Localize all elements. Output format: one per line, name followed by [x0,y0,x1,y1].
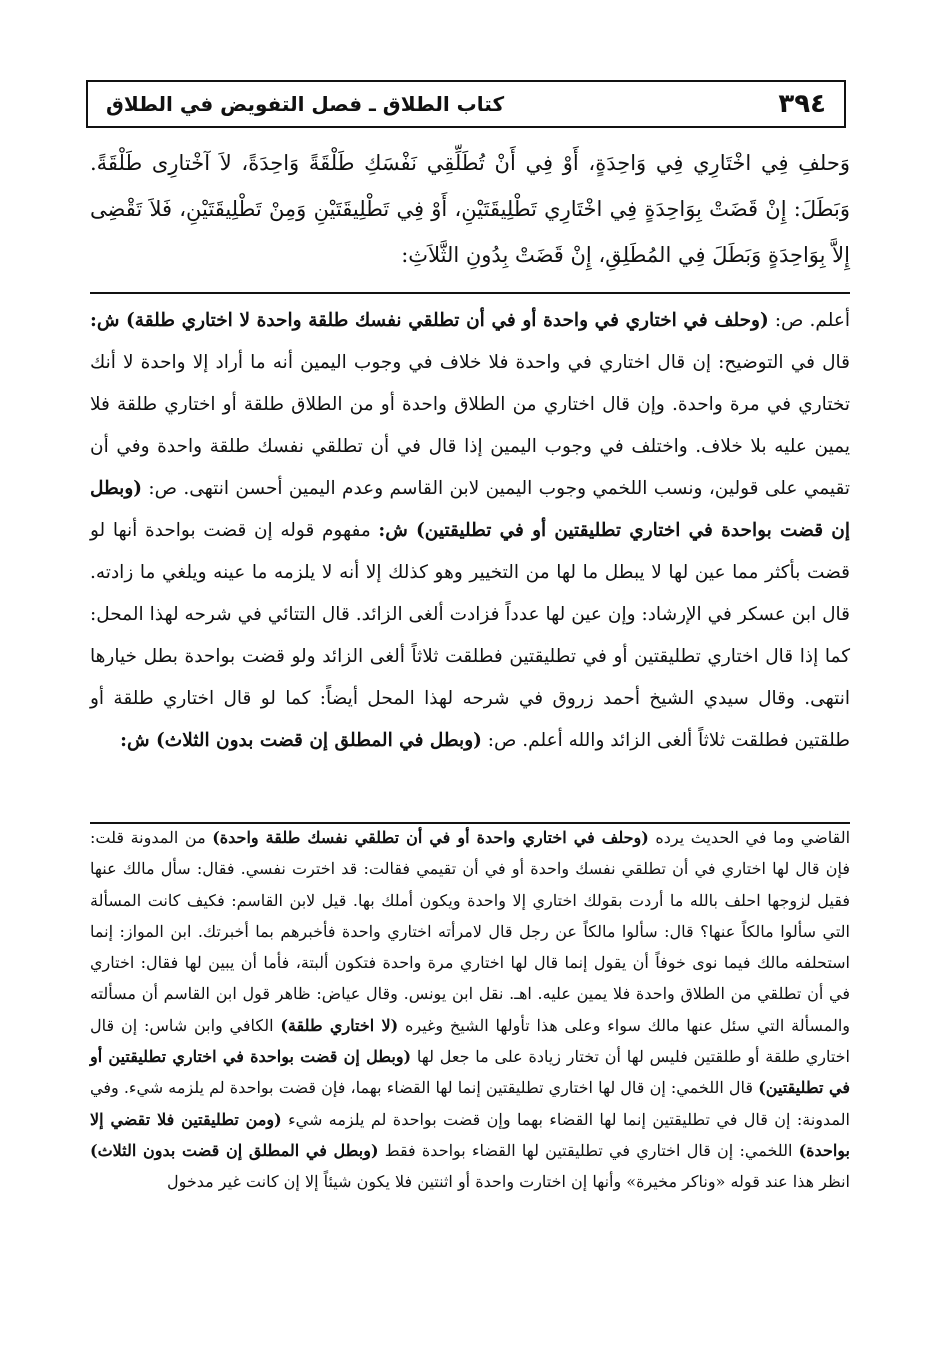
sharh-segment: مفهوم قوله إن قضت بواحدة أنها لو قضت بأكثر مما عين لها لا يبطل ما لها من التخيير وهو كذلك إلا أنه لا يلزمه ما عينه ويلغي ما زادته. قال ابن عسكر في الإرشاد: وإن عين لها عدداً فزادت ألغى الزائد. قال التتائي في شرحه لهذا المحل: كما إذا قال اختاري تطليقتين أو في تطليقتين فطلقت ثلاثاً ألغى الزائد ولو قضت بواحدة بطل خيارها انتهى. وقال سيدي الشيخ أحمد زروق في شرحه لهذا المحل أيضاً: كما لو قال اختاري طلقة أو طلقتين فطلقت ثلاثاً ألغى الزائد والله أعلم. ص: [90,520,850,751]
hashiya-segment: الكافي وابن شاس: إن قال اختاري طلقة أو طلقتين فليس لها أن تختار زيادة على ما جعل لها [90,1015,851,1067]
sharh-segment: قال في التوضيح: إن قال اختاري في واحدة فلا خلاف في وجوب اليمين أنه ما أراد إلا واحدة لا أنك تختاري في مرة واحدة. وإن قال اختاري من الطلاق واحدة أو من الطلاق طلقة أو اختاري طلقة فلا يمين عليه بلا خلاف. واختلف في وجوب اليمين إذا قال في أن تطلقي نفسك طلقة واحدة وفي أن تقيمي على قولين، ونسب اللخمي وجوب اليمين لابن القاسم وعدم اليمين أحسن انتهى. ص: [90,352,850,499]
sharh-commentary [90,300,850,762]
sharh-paragraph [90,300,850,762]
hashiya-segment: القاضي وما في الحديث يرده [648,828,851,847]
sharh-matn-quote: (وبطل في المطلق إن قضت بدون الثلاث) ش: [120,730,482,751]
matn-text [90,140,850,278]
matn-divider [90,292,850,294]
sharh-matn-quote: (وحلف في اختاري في واحدة أو في أن تطلقي نفسك طلقة واحدة لا اختاري طلقة) ش: [90,310,769,331]
hashiya-segment: من المدونة قلت: فإن قال لها اختاري في أن تطلقي نفسك واحدة أو في أن تقيمي فقالت: قد اخترت نفسي. فقال: سأل مالك عنها فقيل لزوجها احلف بالله ما أردت بقولك اختاري إلا واحدة ويكون أملك بها. قيل لابن القاسم: فكيف كانت المسألة التي سألوا مالكاً عنها؟ قال: سألوا مالكاً عن رجل قال لامرأته اختاري واحدة فأخبرهم بما أخبرتك. ابن المواز: إنما استحلفه مالك فيما نوى خوفاً أن يقول إنما قال لها اختاري مرة واحدة فتكون ألبتة، فأما أن يبين لها فقال: اختاري في أن تطلقي من الطلاق واحدة فلا يمين عليه. اهـ. نقل ابن يونس. وقال عياض: ظاهر قول ابن القاسم أن مسألته والمسألة التي سئل عنها مالك سواء وعلى هذا تأولها الشيخ وغيره [90,828,851,1035]
hashiya-footnotes [90,822,850,1198]
hashiya-segment: اللخمي: إن قال اختاري في تطليقتين لها القضاء بواحدة فقط [378,1140,799,1160]
page-number: ٣٩٤ [778,89,826,119]
running-header [86,80,846,128]
chapter-title: كتاب الطلاق ـ فصل التفويض في الطلاق [106,92,505,116]
sharh-segment: أعلم. ص: [768,310,851,331]
hashiya-matn-quote: (لا اختاري طلقة) [280,1015,399,1035]
sharh-matn-quote: (وبطل إن قضت بواحدة في اختاري تطليقتين أو في تطليقتين) ش: [90,478,850,541]
matn-paragraph: وَحلفِ فِي اخْتَارِي فِي وَاحِدَةٍ، أَوْ فِي أَنْ تُطَلِّقِي نَفْسَكِ طَلْقَةً وَاحِدَةً، لاَ آخْتارِى طَلْقَةً. وَبَطَلَ: إِنْ قَضَتْ بِوَاحِدَةٍ فِي اخْتَارِي تَطْلِيقَتَيْنِ، أَوْ فِي تَطْلِيقَتَيْنِ وَمِنْ تَطْلِيقَتَيْنِ، فَلاَ تَقْضِى إِلاَّ بِوَاحِدَةٍ وَبَطَلَ فِي المُطَلِقِ، إِنْ قَضَتْ بِدُونِ الثَّلاَثِ: [90,151,850,267]
hashiya-matn-quote: (وبطل في المطلق إن قضت بدون الثلاث) [90,1140,379,1160]
hashiya-paragraph [90,822,850,1198]
hashiya-matn-quote: (ومن تطليقتين فلا تقضي إلا بواحدة) [90,1109,850,1160]
hashiya-segment: قال اللخمي: إن قال لها اختاري تطليقتين إنما لها القضاء بهما، فإن قضت بواحدة لم يلزمه شيء. وفي المدونة: إن قال في تطليقتين إنما لها القضاء بهما وإن قضت بواحدة لم يلزمه شيء [90,1078,850,1129]
hashiya-matn-quote: (وبطل إن قضت بواحدة في اختاري تطليقتين أو في تطليقتين) [90,1047,850,1098]
hashiya-matn-quote: (وحلف في اختاري واحدة أو في أن تطلقي نفسك طلقة واحدة) [212,828,649,847]
hashiya-segment: انظر هذا عند قوله «وناكر مخيرة» وأنها إن اختارت واحدة أو اثنتين فلا يكون شيئاً إلا إن كانت غير مدخول [166,1172,850,1192]
